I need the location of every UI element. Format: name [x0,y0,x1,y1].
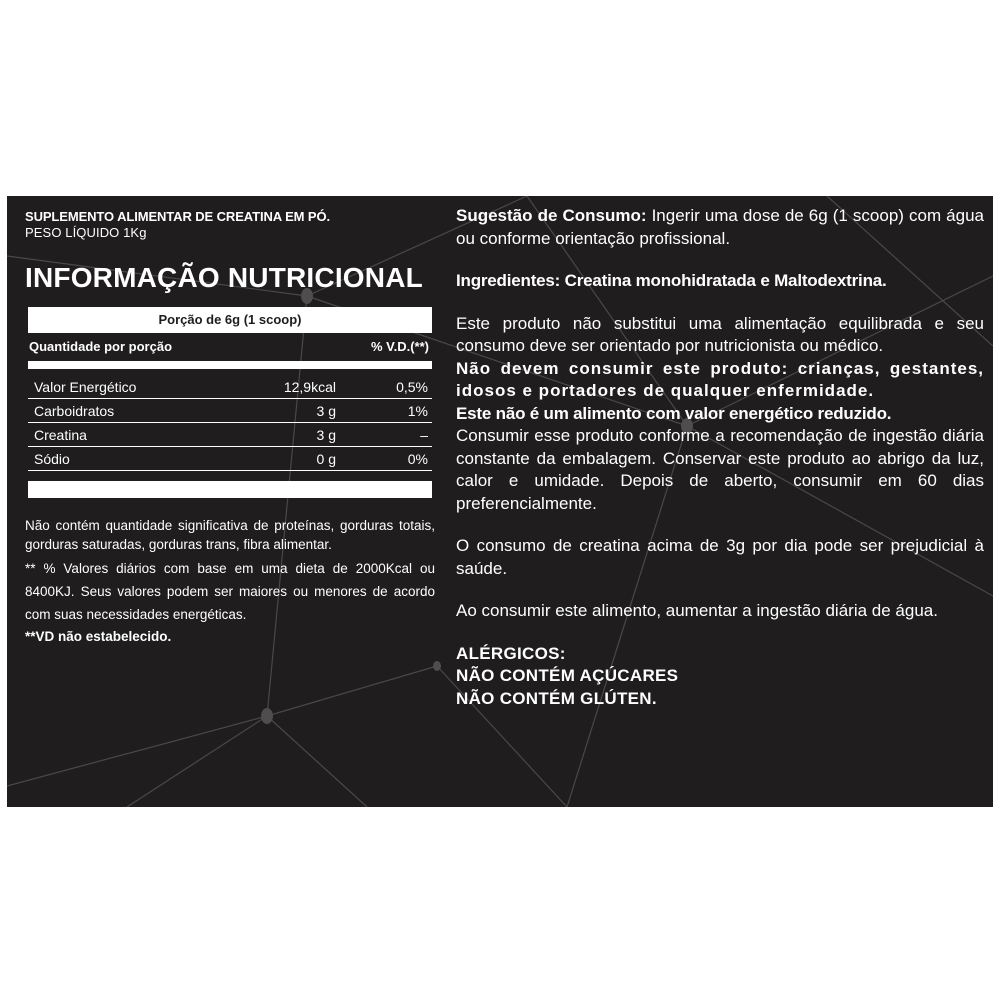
suggestion-label: Sugestão de Consumo: [456,206,647,225]
consumption-suggestion [456,205,984,250]
nutrition-title: INFORMAÇÃO NUTRICIONAL [25,262,423,293]
nutrient-vd: 0,5% [396,379,428,395]
storage-instructions: Consumir esse produto conforme a recomendação de ingestão diária constante da embalagem. Conservar este produto ao abrigo da luz, calor e umidade. Depois de aberto, consumir em 60 dias preferencialmente. [456,426,984,513]
nutrient-amount: 3 g [316,427,336,443]
usage-info-column [456,205,984,710]
suggestion-text: Ingerir uma dose de 6g (1 scoop) com água ou conforme orientação profissional. [456,206,984,248]
ingredients: Ingredientes: Creatina monohidratada e Maltodextrina. [456,271,887,290]
net-weight: PESO LÍQUIDO 1Kg [25,225,147,240]
water-intake-note: Ao consumir este alimento, aumentar a ingestão diária de água. [456,601,938,620]
daily-values-note: ** % Valores diários com base em uma dieta de 2000Kcal ou 8400KJ. Seus valores podem ser maiores ou menores de acordo com suas necessidades energéticas. [25,561,435,622]
table-divider-bar [28,361,432,369]
nutrient-name: Valor Energético [34,379,137,395]
table-header [25,333,435,361]
nutrient-amount: 0 g [316,451,336,467]
nutrient-name: Creatina [34,427,87,443]
vd-not-established-note: **VD não estabelecido. [25,629,172,644]
nutrient-amount: 12,9kcal [283,379,336,395]
no-sugar-statement: NÃO CONTÉM AÇÚCARES [456,666,679,685]
table-bottom-bar [28,481,432,498]
nutrition-table [25,307,435,498]
not-significant-note: Não contém quantidade significativa de proteínas, gorduras totais, gorduras saturadas, gorduras trans, fibra alimentar. [25,518,435,552]
nutrition-label-panel [7,196,993,807]
allergens-title: ALÉRGICOS: [456,643,566,663]
nutrient-vd: – [420,427,428,443]
table-row [28,447,432,471]
product-name: SUPLEMENTO ALIMENTAR DE CREATINA EM PÓ. [25,209,330,224]
nutrition-facts-column [25,208,435,647]
quantity-column-header: Quantidade por porção [29,339,173,354]
nutrient-amount: 3 g [316,403,336,419]
table-row [28,399,432,423]
table-row [28,423,432,447]
substitution-warning: Este produto não substitui uma alimentação equilibrada e seu consumo deve ser orientado por nutricionista ou médico. [456,313,984,355]
nutrient-vd: 0% [407,451,428,467]
gluten-free-statement: NÃO CONTÉM GLÚTEN. [456,688,657,708]
creatine-dose-warning: O consumo de creatina acima de 3g por dia pode ser prejudicial à saúde. [456,536,984,578]
nutrition-notes [25,516,435,647]
vd-column-header: % V.D.(**) [370,339,429,354]
table-row [28,375,432,399]
nutrient-name: Carboidratos [34,403,115,419]
nutrient-vd: 1% [407,403,428,419]
restricted-groups-warning: Não devem consumir este produto: crianças, gestantes, idosos e portadores de qualquer enfermidade. [456,358,984,400]
reduced-energy-notice: Este não é um alimento com valor energético reduzido. [456,403,892,423]
portion-size: Porção de 6g (1 scoop) [28,307,432,333]
nutrient-name: Sódio [34,451,70,467]
